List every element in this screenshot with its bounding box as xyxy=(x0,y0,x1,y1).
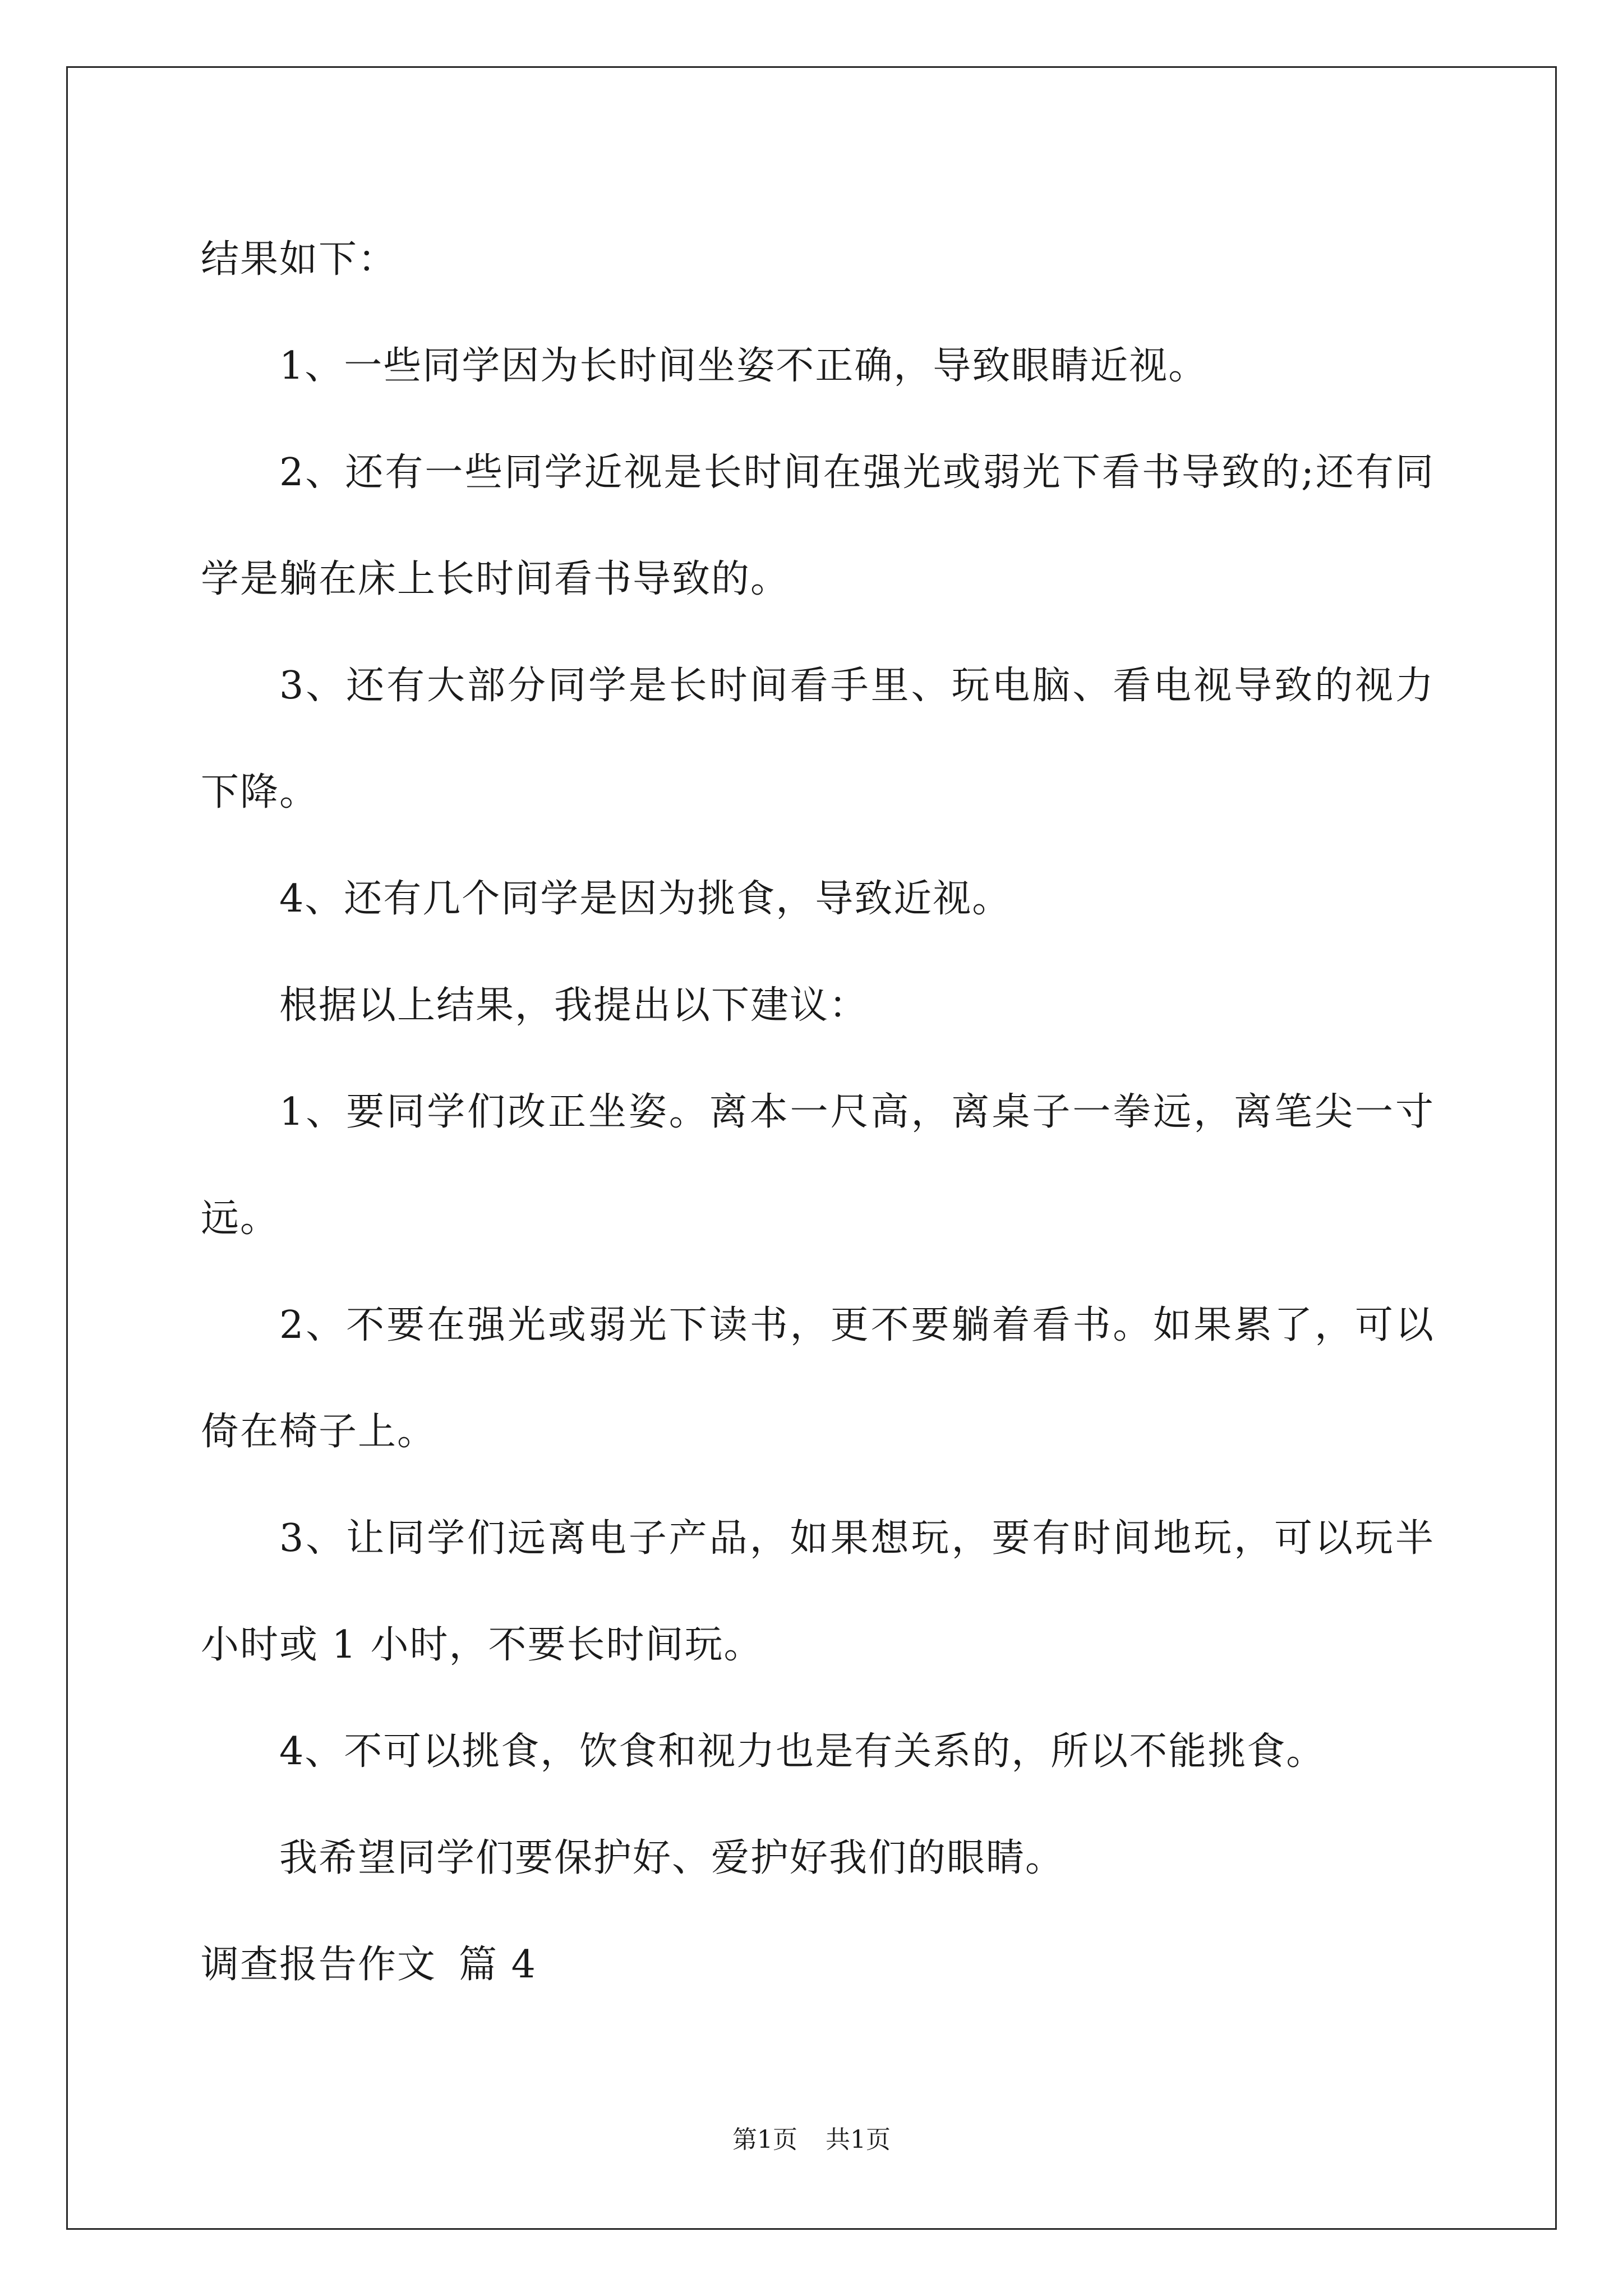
page-number-current: 第1页 xyxy=(732,2125,797,2154)
page-number-total: 共1页 xyxy=(826,2125,891,2154)
paragraph-result-3: 3、还有大部分同学是长时间看手里、玩电脑、看电视导致的视力下降。 xyxy=(201,664,1435,815)
paragraph-suggestion-3: 3、让同学们远离电子产品，如果想玩，要有时间地玩，可以玩半小时或 1 小时，不要长时间玩。 xyxy=(201,1516,1435,1667)
page-footer xyxy=(0,2123,1623,2157)
paragraph-result-2: 2、还有一些同学近视是长时间在强光或弱光下看书导致的;还有同学是躺在床上长时间看书导致的。 xyxy=(201,450,1435,601)
paragraph-results-intro: 结果如下： xyxy=(201,237,398,282)
paragraph-result-4: 4、还有几个同学是因为挑食，导致近视。 xyxy=(279,877,1012,921)
paragraph-suggestion-4: 4、不可以挑食，饮食和视力也是有关系的，所以不能挑食。 xyxy=(279,1729,1326,1774)
section-heading-title: 调查报告作文 xyxy=(201,1943,437,1987)
paragraph-result-1: 1、一些同学因为长时间坐姿不正确，导致眼睛近视。 xyxy=(279,344,1208,388)
section-heading-part: 篇 4 xyxy=(459,1943,537,1987)
paragraph-closing: 我希望同学们要保护好、爱护好我们的眼睛。 xyxy=(279,1836,1065,1880)
paragraph-suggestion-1: 1、要同学们改正坐姿。离本一尺高，离桌子一拳远，离笔尖一寸远。 xyxy=(201,1090,1435,1241)
paragraph-suggestion-2: 2、不要在强光或弱光下读书，更不要躺着看书。如果累了，可以倚在椅子上。 xyxy=(201,1303,1435,1454)
section-heading xyxy=(201,1912,1435,2018)
document-body xyxy=(201,206,1435,2018)
paragraph-suggestions-intro: 根据以上结果，我提出以下建议： xyxy=(279,983,869,1028)
